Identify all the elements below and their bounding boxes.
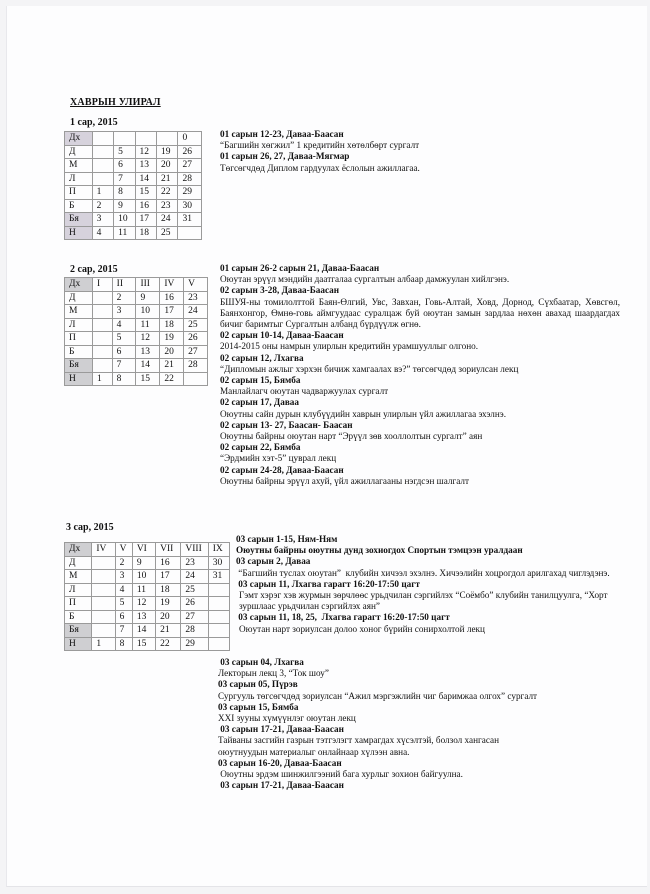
event-description: Оюутны сайн дурын клубүүдийн хаврын улирлын үйл ажиллагаа эхэлнэ. xyxy=(220,408,507,419)
calendar-cell xyxy=(92,345,112,359)
event-description: Гэмт хэрэг хэв журмын зөрчлөөс урьдчилан сэргийлэх “Соёмбо” клубийн танилцуулга, “Хорт зуршлаас урьдчилан сэргийлэх аян” xyxy=(239,590,608,612)
calendar-row xyxy=(65,199,202,213)
calendar-cell xyxy=(92,172,113,186)
week-number-cell: V xyxy=(115,543,132,557)
calendar-cell: 29 xyxy=(178,186,202,200)
weekday-cell-weekend: Н xyxy=(65,372,93,386)
weekday-cell: М xyxy=(65,305,93,319)
weekday-header-cell: Дх xyxy=(65,543,92,557)
weekday-cell: Л xyxy=(65,172,93,186)
event-description: Манлайлагч оюутан чадваржуулах сургалт xyxy=(220,386,389,397)
calendar-row xyxy=(65,186,202,200)
calendar-cell: 9 xyxy=(114,199,135,213)
weekday-cell: П xyxy=(65,332,93,346)
calendar-cell xyxy=(114,132,135,146)
weekday-cell: Б xyxy=(65,610,92,624)
events-february xyxy=(220,263,620,487)
calendar-march xyxy=(64,542,230,651)
calendar-row xyxy=(65,226,202,240)
event-date: 02 сарын 24-28, Даваа-Баасан xyxy=(220,464,344,475)
calendar-row xyxy=(65,583,230,597)
events-january xyxy=(220,129,630,174)
event-date: 03 сарын 11, Лхагва гарагт 16:20-17:50 цагт xyxy=(236,578,420,589)
calendar-cell: 2 xyxy=(112,291,136,305)
calendar-cell: 7 xyxy=(114,172,135,186)
event-description: Оюутан эрүүл мэндийн даатгалаа сургалтын албаар дамжуулан хийлгэнэ. xyxy=(220,274,510,285)
weekday-cell-weekend: Бя xyxy=(65,213,93,227)
calendar-cell: 16 xyxy=(160,291,184,305)
event-date: 02 сарын 3-28, Даваа-Баасан xyxy=(220,285,340,296)
calendar-cell: 4 xyxy=(112,318,136,332)
document-title: ХАВРЫН УЛИРАЛ xyxy=(70,97,161,108)
calendar-cell: 6 xyxy=(115,610,132,624)
calendar-cell xyxy=(92,359,112,373)
calendar-cell: 0 xyxy=(178,132,202,146)
calendar-cell: 20 xyxy=(157,159,178,173)
event-description: Оюутны байрны оюутан нарт “Эрүүл зөв хооллолтын сургалт” аян xyxy=(220,431,483,442)
calendar-cell: 15 xyxy=(135,186,156,200)
calendar-cell: 21 xyxy=(160,359,184,373)
calendar-row xyxy=(65,305,208,319)
calendar-cell: 5 xyxy=(115,597,132,611)
calendar-cell: 4 xyxy=(115,583,132,597)
calendar-cell: 23 xyxy=(181,556,208,570)
calendar-cell: 17 xyxy=(135,213,156,227)
event-description: 2014-2015 оны намрын улирлын кредитийн урамшууллыг олгоно. xyxy=(220,341,479,352)
calendar-cell: 26 xyxy=(184,332,208,346)
calendar-cell: 27 xyxy=(181,610,208,624)
calendar-cell: 13 xyxy=(135,159,156,173)
calendar-row xyxy=(65,332,208,346)
calendar-cell: 10 xyxy=(136,305,160,319)
calendar-cell: 25 xyxy=(184,318,208,332)
calendar-cell: 30 xyxy=(208,556,229,570)
calendar-cell: 24 xyxy=(181,570,208,584)
event-description: Оюутны байрны оюутны дунд зохиогдох Спортын тэмцээн уралдаан xyxy=(236,545,523,556)
event-description: Сургууль төгсөгчдөд зориулсан “Ажил мэргэжлийн чиг баримжаа олгох” сургалт xyxy=(218,690,538,701)
event-description: Лекторын лекц 3, “Ток шоу” xyxy=(218,668,329,679)
weekday-cell-weekend: Н xyxy=(65,226,93,240)
event-date: 02 сарын 12, Лхагва xyxy=(220,352,304,363)
event-date: 03 сарын 17-21, Даваа-Баасан xyxy=(218,724,344,735)
calendar-cell: 22 xyxy=(160,372,184,386)
calendar-cell: 18 xyxy=(160,318,184,332)
calendar-cell: 27 xyxy=(184,345,208,359)
calendar-cell xyxy=(92,556,115,570)
calendar-cell xyxy=(92,305,112,319)
calendar-cell: 11 xyxy=(114,226,135,240)
calendar-cell xyxy=(92,291,112,305)
calendar-cell: 24 xyxy=(157,213,178,227)
calendar-cell: 20 xyxy=(160,345,184,359)
event-description: “Дипломын ажлыг хэрхэн бичиж хамгаалах вэ?” төгсөгчдөд зориулсан лекц xyxy=(220,363,519,374)
calendar-cell: 28 xyxy=(178,172,202,186)
calendar-cell: 22 xyxy=(157,186,178,200)
calendar-cell xyxy=(135,132,156,146)
calendar-cell: 7 xyxy=(115,624,132,638)
calendar-cell: 9 xyxy=(136,291,160,305)
calendar-cell: 7 xyxy=(112,359,136,373)
event-description: Оюутны эрдэм шинжилгээний бага хурлыг зохион байгуулна. xyxy=(218,769,463,780)
calendar-cell xyxy=(92,145,113,159)
calendar-cell: 3 xyxy=(92,213,113,227)
calendar-cell: 2 xyxy=(92,199,113,213)
calendar-cell: 14 xyxy=(135,172,156,186)
calendar-cell xyxy=(92,159,113,173)
calendar-cell: 29 xyxy=(181,637,208,651)
week-number-cell: IX xyxy=(208,543,229,557)
calendar-cell: 31 xyxy=(208,570,229,584)
calendar-cell: 19 xyxy=(156,597,181,611)
calendar-cell xyxy=(92,610,115,624)
week-number-cell: II xyxy=(112,278,136,292)
month-label-march: 3 сар, 2015 xyxy=(66,522,114,533)
calendar-header-row xyxy=(65,543,230,557)
event-date: 02 сарын 15, Бямба xyxy=(220,375,301,386)
event-date: 03 сарын 15, Бямба xyxy=(218,701,299,712)
calendar-cell: 11 xyxy=(132,583,155,597)
calendar-cell: 3 xyxy=(115,570,132,584)
calendar-cell: 1 xyxy=(92,186,113,200)
calendar-cell xyxy=(208,624,229,638)
week-number-cell: IV xyxy=(92,543,115,557)
calendar-row xyxy=(65,345,208,359)
calendar-cell xyxy=(208,583,229,597)
calendar-cell: 15 xyxy=(132,637,155,651)
event-description: Тайваны засгийн газрын тэтгэлэгт хамрагдах хүсэлтэй, болзол хангасан оюутнуудын материалыг онлайнаар хүлээн авна. xyxy=(218,735,500,757)
calendar-cell: 1 xyxy=(92,372,112,386)
calendar-cell: 26 xyxy=(178,145,202,159)
calendar-cell xyxy=(184,372,208,386)
calendar-cell: 5 xyxy=(114,145,135,159)
calendar-cell: 14 xyxy=(132,624,155,638)
calendar-row xyxy=(65,556,230,570)
calendar-cell xyxy=(92,583,115,597)
calendar-cell: 10 xyxy=(114,213,135,227)
calendar-cell: 21 xyxy=(156,624,181,638)
calendar-row xyxy=(65,291,208,305)
calendar-cell: 18 xyxy=(156,583,181,597)
week-number-cell: VIII xyxy=(181,543,208,557)
calendar-row xyxy=(65,145,202,159)
weekday-cell-weekend: Бя xyxy=(65,359,93,373)
weekday-cell-weekend: Бя xyxy=(65,624,92,638)
calendar-cell: 10 xyxy=(132,570,155,584)
event-date: 03 сарын 16-20, Даваа-Баасан xyxy=(218,757,342,768)
weekday-cell: Д xyxy=(65,145,93,159)
event-date: 02 сарын 22, Бямба xyxy=(220,442,301,453)
weekday-cell: П xyxy=(65,186,93,200)
calendar-cell: 11 xyxy=(136,318,160,332)
calendar-cell xyxy=(92,597,115,611)
calendar-cell: 12 xyxy=(135,145,156,159)
month-label-february: 2 сар, 2015 xyxy=(70,264,118,275)
calendar-cell: 16 xyxy=(156,556,181,570)
event-description: “Багшийн туслах оюутан” клубийн хичээл эхэлнэ. Хичээлийн хоцрогдол арилгахад чиглэдэнэ. xyxy=(236,567,610,578)
calendar-row xyxy=(65,624,230,638)
calendar-cell xyxy=(92,570,115,584)
events-march-part2 xyxy=(218,657,618,791)
calendar-row xyxy=(65,570,230,584)
calendar-row xyxy=(65,637,230,651)
week-number-cell: III xyxy=(136,278,160,292)
calendar-cell: 4 xyxy=(92,226,113,240)
calendar-cell: 31 xyxy=(178,213,202,227)
calendar-cell: 15 xyxy=(136,372,160,386)
calendar-cell: 20 xyxy=(156,610,181,624)
event-date: 01 сарын 26, 27, Даваа-Мягмар xyxy=(220,151,350,162)
weekday-cell: Л xyxy=(65,318,93,332)
event-date: 03 сарын 11, 18, 25, Лхагва гарагт 16:20-17:50 цагт xyxy=(236,612,450,623)
event-date: 03 сарын 1-15, Ням-Ням xyxy=(236,534,338,544)
calendar-cell: 9 xyxy=(132,556,155,570)
weekday-cell-weekend: Н xyxy=(65,637,92,651)
weekday-cell: М xyxy=(65,570,92,584)
event-description: БШУЯ-ны томилолттой Баян-Өлгий, Увс, Завхан, Говь-Алтай, Ховд, Дорнод, Сүхбаатар, Хөвсгөл, Баянхонгор, Өмнө-говь аймгуудаас суралцаж буй оюутан замын зардлаа нөхөн авахад шаардагдах бичиг баримтыг Сургалтын албанд бүрдүүлж өгнө. xyxy=(220,296,620,330)
calendar-cell: 17 xyxy=(160,305,184,319)
event-date: 03 сарын 2, Даваа xyxy=(236,556,311,567)
calendar-row xyxy=(65,318,208,332)
calendar-cell: 8 xyxy=(115,637,132,651)
calendar-cell xyxy=(157,132,178,146)
calendar-cell: 6 xyxy=(114,159,135,173)
calendar-cell: 28 xyxy=(181,624,208,638)
calendar-cell: 8 xyxy=(114,186,135,200)
calendar-cell: 19 xyxy=(157,145,178,159)
week-number-cell: I xyxy=(92,278,112,292)
event-date: 02 сарын 13- 27, Баасан- Баасан xyxy=(220,419,353,430)
calendar-cell: 12 xyxy=(132,597,155,611)
event-date: 02 сарын 10-14, Даваа-Баасан xyxy=(220,330,344,341)
calendar-cell xyxy=(178,226,202,240)
calendar-cell: 25 xyxy=(181,583,208,597)
calendar-cell xyxy=(92,318,112,332)
calendar-cell: 19 xyxy=(160,332,184,346)
calendar-cell xyxy=(208,597,229,611)
calendar-cell: 27 xyxy=(178,159,202,173)
weekday-cell: Б xyxy=(65,345,93,359)
event-description: Төгсөгчдөд Диплом гардуулах ёслолын ажиллагаа. xyxy=(220,162,420,173)
calendar-january xyxy=(64,131,202,240)
event-date: 03 сарын 05, Пүрэв xyxy=(218,679,298,690)
calendar-cell: 23 xyxy=(157,199,178,213)
calendar-cell: 28 xyxy=(184,359,208,373)
weekday-cell: М xyxy=(65,159,93,173)
calendar-cell: 18 xyxy=(135,226,156,240)
calendar-cell: 13 xyxy=(132,610,155,624)
event-description: Оюутны байрны эрүүл ахуй, үйл ажиллагааны нэгдсэн шалгалт xyxy=(220,475,470,486)
event-description: XXI зууны хүмүүнлэг оюутан лекц xyxy=(218,713,356,724)
event-date: 02 сарын 17, Даваа xyxy=(220,397,299,408)
calendar-cell xyxy=(208,610,229,624)
calendar-row xyxy=(65,597,230,611)
weekday-cell: Д xyxy=(65,556,92,570)
event-date: 01 сарын 26-2 сарын 21, Даваа-Баасан xyxy=(220,263,380,273)
calendar-cell: 3 xyxy=(112,305,136,319)
event-date: 03 сарын 17-21, Даваа-Баасан xyxy=(218,780,344,791)
calendar-cell: 13 xyxy=(136,345,160,359)
calendar-cell: 2 xyxy=(115,556,132,570)
calendar-cell xyxy=(208,637,229,651)
calendar-cell: 24 xyxy=(184,305,208,319)
calendar-row xyxy=(65,213,202,227)
week-number-cell: IV xyxy=(160,278,184,292)
calendar-row xyxy=(65,359,208,373)
calendar-cell: 30 xyxy=(178,199,202,213)
calendar-cell: 17 xyxy=(156,570,181,584)
calendar-cell xyxy=(92,132,113,146)
calendar-cell: 23 xyxy=(184,291,208,305)
calendar-cell xyxy=(92,624,115,638)
week-number-cell: V xyxy=(184,278,208,292)
calendar-cell: 22 xyxy=(156,637,181,651)
event-date: 01 сарын 12-23, Даваа-Баасан xyxy=(220,129,344,139)
calendar-header-row xyxy=(65,132,202,146)
calendar-february xyxy=(64,277,208,386)
weekday-cell: Л xyxy=(65,583,92,597)
weekday-header-cell: Дх xyxy=(65,132,93,146)
calendar-cell: 8 xyxy=(112,372,136,386)
weekday-cell: Б xyxy=(65,199,93,213)
week-number-cell: VI xyxy=(132,543,155,557)
calendar-cell: 1 xyxy=(92,637,115,651)
calendar-cell: 16 xyxy=(135,199,156,213)
weekday-cell: П xyxy=(65,597,92,611)
calendar-header-row xyxy=(65,278,208,292)
calendar-row xyxy=(65,172,202,186)
calendar-row xyxy=(65,159,202,173)
event-date: 03 сарын 04, Лхагва xyxy=(218,657,304,667)
weekday-cell: Д xyxy=(65,291,93,305)
calendar-cell: 14 xyxy=(136,359,160,373)
weekday-header-cell: Дх xyxy=(65,278,93,292)
calendar-row xyxy=(65,372,208,386)
week-number-cell: VII xyxy=(156,543,181,557)
calendar-cell: 5 xyxy=(112,332,136,346)
event-description: “Багшийн хөгжил” 1 кредитийн хөтөлбөрт сургалт xyxy=(220,140,420,151)
event-description: Оюутан нарт зориулсан долоо хоног бүрийн сонирхолтой лекц xyxy=(239,623,485,634)
calendar-cell: 25 xyxy=(157,226,178,240)
calendar-cell xyxy=(92,332,112,346)
events-march-part1 xyxy=(236,534,626,635)
calendar-cell: 6 xyxy=(112,345,136,359)
calendar-row xyxy=(65,610,230,624)
calendar-cell: 21 xyxy=(157,172,178,186)
calendar-cell: 26 xyxy=(181,597,208,611)
calendar-cell: 12 xyxy=(136,332,160,346)
month-label-january: 1 сар, 2015 xyxy=(70,117,118,128)
event-description: “Эрдмийн хэт-5” цуврал лекц xyxy=(220,453,337,464)
